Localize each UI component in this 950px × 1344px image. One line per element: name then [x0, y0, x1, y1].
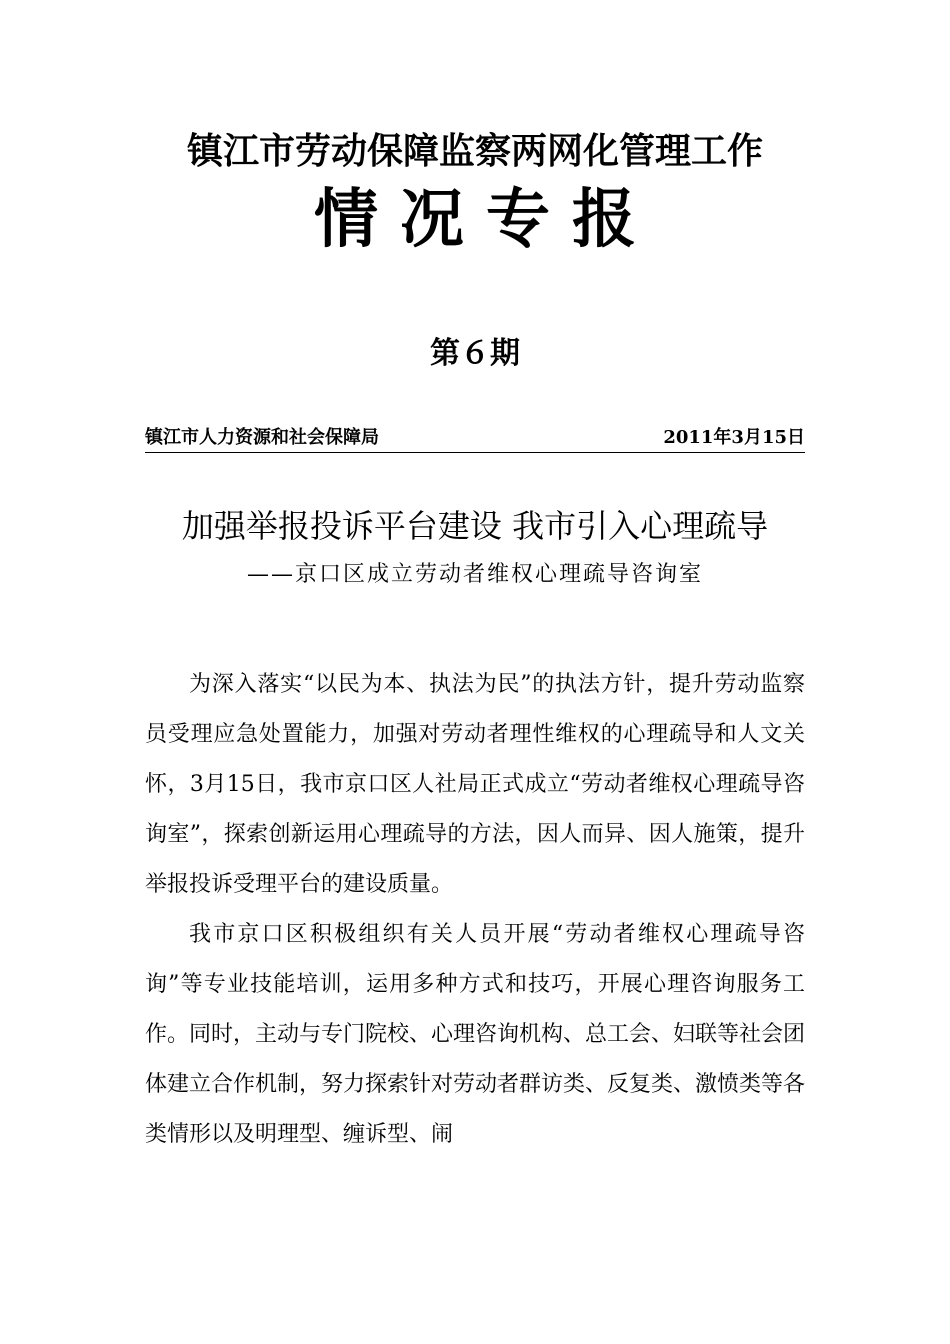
publisher: 镇江市人力资源和社会保障局	[145, 427, 379, 448]
issue-number: 第６期	[430, 336, 520, 371]
article-body	[145, 660, 805, 1160]
article-subtitle: ——京口区成立劳动者维权心理疏导咨询室	[246, 562, 703, 587]
article-title: 加强举报投诉平台建设 我市引入心理疏导	[181, 507, 769, 545]
body-paragraph: 我市京口区积极组织有关人员开展“劳动者维权心理疏导咨询”等专业技能培训，运用多种方式和技巧，开展心理咨询服务工作。同时，主动与专门院校、心理咨询机构、总工会、妇联等社会团体建立合作机制，努力探索针对劳动者群访类、反复类、激愤类等各类情形以及明理型、缠诉型、闹	[145, 922, 806, 1147]
body-paragraph: 为深入落实“以民为本、执法为民”的执法方针，提升劳动监察员受理应急处置能力，加强对劳动者理性维权的心理疏导和人文关怀，3月15日，我市京口区人社局正式成立“劳动者维权心理疏导咨询室”，探索创新运用心理疏导的方法，因人而异、因人施策，提升举报投诉受理平台的建设质量。	[145, 672, 805, 897]
publish-date: 2011年3月15日	[663, 427, 805, 448]
org-title: 镇江市劳动保障监察两网化管理工作	[186, 131, 763, 172]
meta-row	[145, 424, 805, 453]
report-title: 情况专报	[314, 183, 658, 257]
